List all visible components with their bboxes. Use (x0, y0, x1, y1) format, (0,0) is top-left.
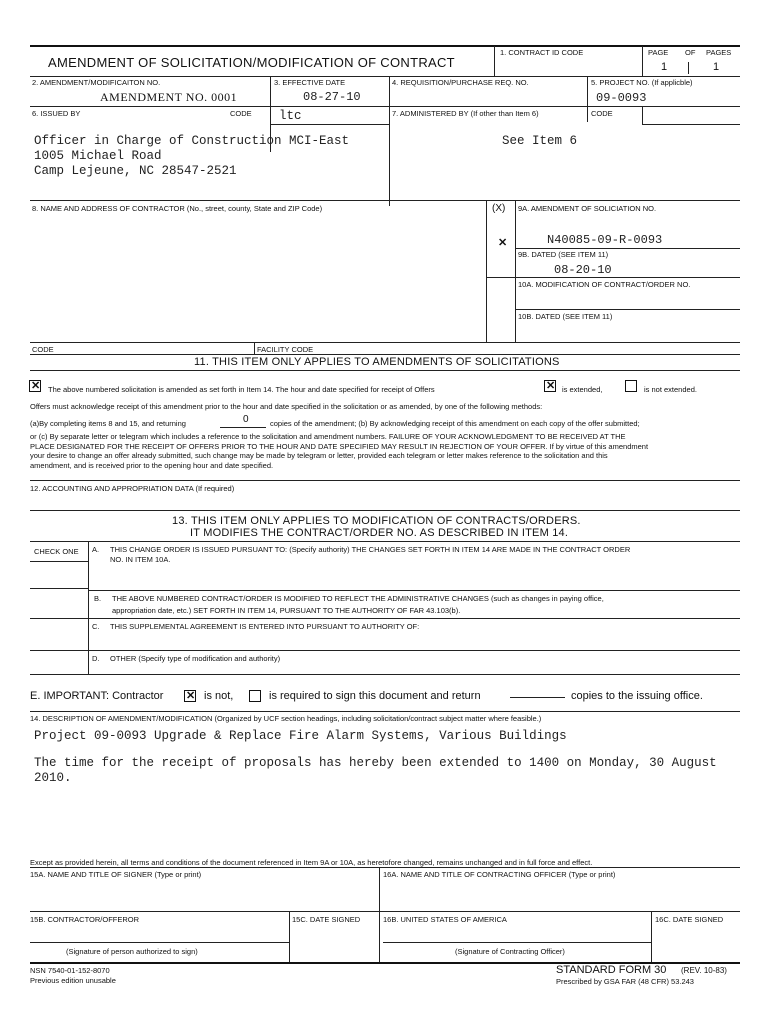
signature-officer-caption: (Signature of Contracting Officer) (455, 947, 565, 956)
standard-form-rev: (REV. 10-83) (681, 966, 727, 975)
contract-id-label: 1. CONTRACT ID CODE (500, 48, 584, 57)
item16c-label: 16C. DATE SIGNED (655, 915, 724, 924)
check-one-label: CHECK ONE (34, 547, 79, 556)
is-not-extended-label: is not extended. (644, 385, 697, 394)
item11-method-b: copies of the amendment; (b) By acknowledging receipt of this amendment on each copy of the offer submitted; (270, 419, 640, 428)
item14-description-1: Project 09-0093 Upgrade & Replace Fire Alarm Systems, Various Buildings (34, 729, 567, 743)
page-value: 1 (661, 61, 668, 73)
of-label: OF (685, 48, 696, 57)
form-title: AMENDMENT OF SOLICITATION/MODIFICATION OF CONTRACT (48, 55, 455, 70)
facility-code-label: FACILITY CODE (257, 345, 314, 354)
standard-form-title: STANDARD FORM 30 (556, 964, 667, 976)
dated-10b-label: 10B. DATED (SEE ITEM 11) (518, 312, 613, 321)
amendment-no-value: AMENDMENT NO. 0001 (100, 90, 238, 104)
item11-c-line-4: amendment, and is received prior to the opening hour and date specified. (30, 460, 274, 470)
option-b-letter: B. (94, 594, 102, 603)
effective-date-value: 08-27-10 (303, 90, 361, 104)
dated-9b-value: 08-20-10 (554, 263, 612, 277)
item11-title: 11. THIS ITEM ONLY APPLIES TO AMENDMENTS OF SOLICITATIONS (194, 356, 560, 368)
contractor-is-not-checkbox[interactable] (184, 690, 196, 702)
important-text-b: is not, (204, 690, 234, 702)
amendment-no-label: 2. AMENDMENT/MODIFICAITON NO. (32, 78, 161, 87)
pages-label: PAGES (706, 48, 732, 57)
contractor-is-required-checkbox[interactable] (249, 690, 261, 702)
issued-code-label: CODE (230, 109, 252, 118)
issued-by-line-2: 1005 Michael Road (34, 149, 162, 163)
item11-c-line-3: your desire to change an offer already submitted, such change may be made by telegram or letter, provided each telegram or letter makes reference to the solicitation and this (30, 451, 608, 460)
nsn-label: NSN 7540-01-152-8070 (30, 966, 110, 975)
item11-method-a: (a)By completing items 8 and 15, and returning (30, 419, 186, 428)
option-d-letter: D. (92, 654, 100, 663)
signature-person-caption: (Signature of person authorized to sign) (66, 947, 198, 956)
copies-value: 0 (243, 414, 249, 425)
return-copies-blank[interactable] (510, 697, 565, 698)
x-column-label: (X) (492, 203, 506, 214)
item11-checkbox-amended[interactable] (29, 380, 41, 392)
is-extended-checkbox[interactable] (544, 380, 556, 392)
item13-title-2: IT MODIFIES THE CONTRACT/ORDER NO. AS DESCRIBED IN ITEM 14. (190, 527, 569, 539)
is-extended-label: is extended, (562, 385, 603, 394)
effective-date-label: 3. EFFECTIVE DATE (274, 78, 346, 87)
option-b-line-2: appropriation date, etc.) SET FORTH IN ITEM 14, PURSUANT TO THE AUTHORITY OF FAR 43.103(b). (112, 606, 461, 615)
item11-text-1: The above numbered solicitation is amended as set forth in Item 14. The hour and date specified for receipt of Offers (48, 385, 435, 394)
prescribed-label: Prescribed by GSA FAR (48 CFR) 53.243 (556, 977, 694, 986)
option-c-letter: C. (92, 622, 100, 631)
x-check-9a-icon: ✕ (498, 237, 508, 249)
amend-solicitation-value: N40085-09-R-0093 (547, 233, 663, 247)
option-c-text: THIS SUPPLEMENTAL AGREEMENT IS ENTERED INTO PURSUANT TO AUTHORITY OF: (110, 622, 420, 631)
requisition-label: 4. REQUISITION/PURCHASE REQ. NO. (392, 78, 529, 87)
administered-by-label: 7. ADMINISTERED BY (If other than Item 6) (392, 109, 539, 118)
option-a-line-1: THIS CHANGE ORDER IS ISSUED PURSUANT TO: (Specify authority) THE CHANGES SET FORTH IN ITEM 14 ARE MADE IN THE CONTRACT ORDER (110, 545, 631, 554)
important-text-d: copies to the issuing office. (571, 690, 703, 702)
item16b-label: 16B. UNITED STATES OF AMERICA (383, 915, 507, 924)
page-label: PAGE (648, 48, 669, 57)
is-not-extended-checkbox[interactable] (625, 380, 637, 392)
important-text-c: is required to sign this document and return (269, 690, 481, 702)
dated-9b-label: 9B. DATED (SEE ITEM 11) (518, 250, 609, 259)
issued-by-line-1: Officer in Charge of Construction MCI-East (34, 134, 350, 148)
pages-value: 1 (713, 61, 720, 73)
mod-10a-label: 10A. MODIFICATION OF CONTRACT/ORDER NO. (518, 280, 691, 289)
item11-c-line-2: PLACE DESIGNATED FOR THE RECEIPT OF OFFERS PRIOR TO THE HOUR AND DATE SPECIFIED MAY RESULT IN REJECTION OF YOUR OFFER. If by virtue of this amendment (30, 441, 649, 451)
code-label-bottom: CODE (32, 345, 54, 354)
item11-text-2: Offers must acknowledge receipt of this amendment prior to the hour and date specified in the solicitation or as amended, by one of the following methods: (30, 402, 543, 411)
item15b-label: 15B. CONTRACTOR/OFFEROR (30, 915, 140, 924)
item11-c-line-1: or (c) By separate letter or telegram which includes a reference to the solicitation and amendment numbers. FAILURE OF YOUR ACKNOWLEDGMENT TO BE RECEIVED AT THE (30, 432, 626, 441)
administered-by-value: See Item 6 (502, 134, 578, 148)
contractor-label: 8. NAME AND ADDRESS OF CONTRACTOR (No., street, county, State and ZIP Code) (32, 204, 323, 213)
option-b-line-1: THE ABOVE NUMBERED CONTRACT/ORDER IS MODIFIED TO REFLECT THE ADMINISTRATIVE CHANGES (such as changes in paying office, (112, 594, 604, 603)
important-text-a: E. IMPORTANT: Contractor (30, 690, 164, 702)
option-a-letter: A. (92, 545, 100, 554)
project-no-value: 09-0093 (596, 91, 647, 105)
item13-title-1: 13. THIS ITEM ONLY APPLIES TO MODIFICATION OF CONTRACTS/ORDERS. (172, 515, 581, 527)
admin-code-label: CODE (591, 109, 613, 118)
option-a-line-2: NO. IN ITEM 10A. (110, 555, 171, 564)
previous-edition-label: Previous edition unusable (30, 976, 116, 985)
item15a-label: 15A. NAME AND TITLE OF SIGNER (Type or print) (30, 870, 202, 879)
contractor-signature-line[interactable] (30, 942, 289, 943)
top-border (30, 45, 740, 47)
item14-label: 14. DESCRIPTION OF AMENDMENT/MODIFICATION (Organized by UCF section headings, including solicitation/contract subject matter where feasible.) (30, 714, 542, 723)
officer-signature-line[interactable] (383, 942, 651, 943)
option-d-text: OTHER (Specify type of modification and authority) (110, 654, 281, 663)
item12-label: 12. ACCOUNTING AND APPROPRIATION DATA (If required) (30, 484, 235, 493)
item15c-label: 15C. DATE SIGNED (292, 915, 361, 924)
issued-by-label: 6. ISSUED BY (32, 109, 81, 118)
item14-description-2a: The time for the receipt of proposals has hereby been extended to 1400 on Monday, 30 August (34, 756, 717, 770)
item11-method-c (30, 432, 648, 470)
project-no-label: 5. PROJECT NO. (If applicble) (591, 78, 693, 87)
except-text: Except as provided herein, all terms and conditions of the document referenced in Item 9A or 10A, as heretofore changed, remains unchanged and in full force and effect. (30, 858, 593, 867)
issued-code-value: ltc (279, 109, 302, 123)
amend-solicitation-label: 9A. AMENDMENT OF SOLICIATION NO. (518, 204, 657, 213)
item16a-label: 16A. NAME AND TITLE OF CONTRACTING OFFICER (Type or print) (383, 870, 616, 879)
issued-by-line-3: Camp Lejeune, NC 28547-2521 (34, 164, 237, 178)
item14-description-2b: 2010. (34, 771, 72, 785)
